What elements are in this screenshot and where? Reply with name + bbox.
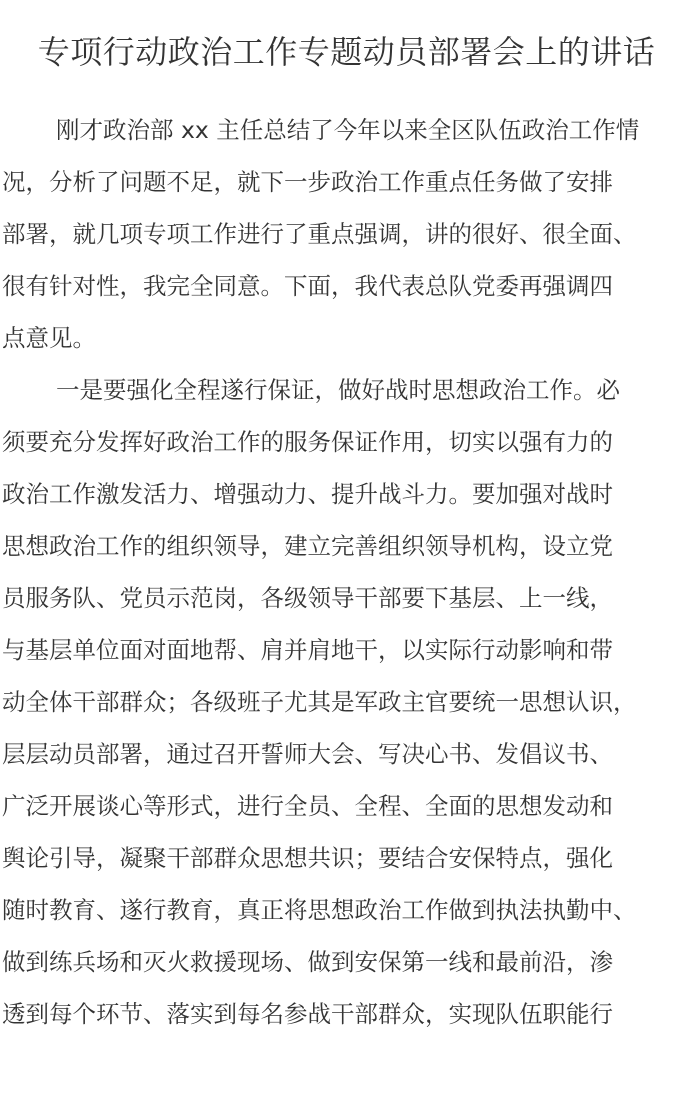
paragraph-line: 与基层单位面对面地帮、肩并肩地干，以实际行动影响和带 — [2, 636, 613, 664]
paragraph-line: 员服务队、党员示范岗，各级领导干部要下基层、上一线， — [2, 584, 613, 612]
paragraph-line: 刚才政治部 xx 主任总结了今年以来全区队伍政治工作情 — [56, 116, 640, 144]
paragraph-line: 很有针对性，我完全同意。下面，我代表总队党委再强调四 — [2, 272, 613, 300]
paragraph-line: 点意见。 — [2, 324, 96, 352]
paragraph-line: 一是要强化全程遂行保证，做好战时思想政治工作。必 — [56, 376, 620, 404]
paragraph-line: 部署，就几项专项工作进行了重点强调，讲的很好、很全面、 — [2, 220, 637, 248]
paragraph-line: 动全体干部群众；各级班子尤其是军政主官要统一思想认识， — [2, 688, 637, 716]
paragraph-line: 做到练兵场和灭火救援现场、做到安保第一线和最前沿，渗 — [2, 948, 613, 976]
paragraph-line: 随时教育、遂行教育，真正将思想政治工作做到执法执勤中、 — [2, 896, 637, 924]
paragraph-line: 政治工作激发活力、增强动力、提升战斗力。要加强对战时 — [2, 480, 613, 508]
paragraph-line: 层层动员部署，通过召开誓师大会、写决心书、发倡议书、 — [2, 740, 613, 768]
paragraph-line: 舆论引导，凝聚干部群众思想共识；要结合安保特点，强化 — [2, 844, 613, 872]
paragraph-line: 况，分析了问题不足，就下一步政治工作重点任务做了安排 — [2, 168, 613, 196]
paragraph-line: 广泛开展谈心等形式，进行全员、全程、全面的思想发动和 — [2, 792, 613, 820]
paragraph-line: 须要充分发挥好政治工作的服务保证作用，切实以强有力的 — [2, 428, 613, 456]
paragraph-line: 透到每个环节、落实到每名参战干部群众，实现队伍职能行 — [2, 1000, 613, 1028]
document-title: 专项行动政治工作专题动员部署会上的讲话 — [37, 33, 656, 71]
paragraph-line: 思想政治工作的组织领导，建立完善组织领导机构，设立党 — [2, 532, 613, 560]
